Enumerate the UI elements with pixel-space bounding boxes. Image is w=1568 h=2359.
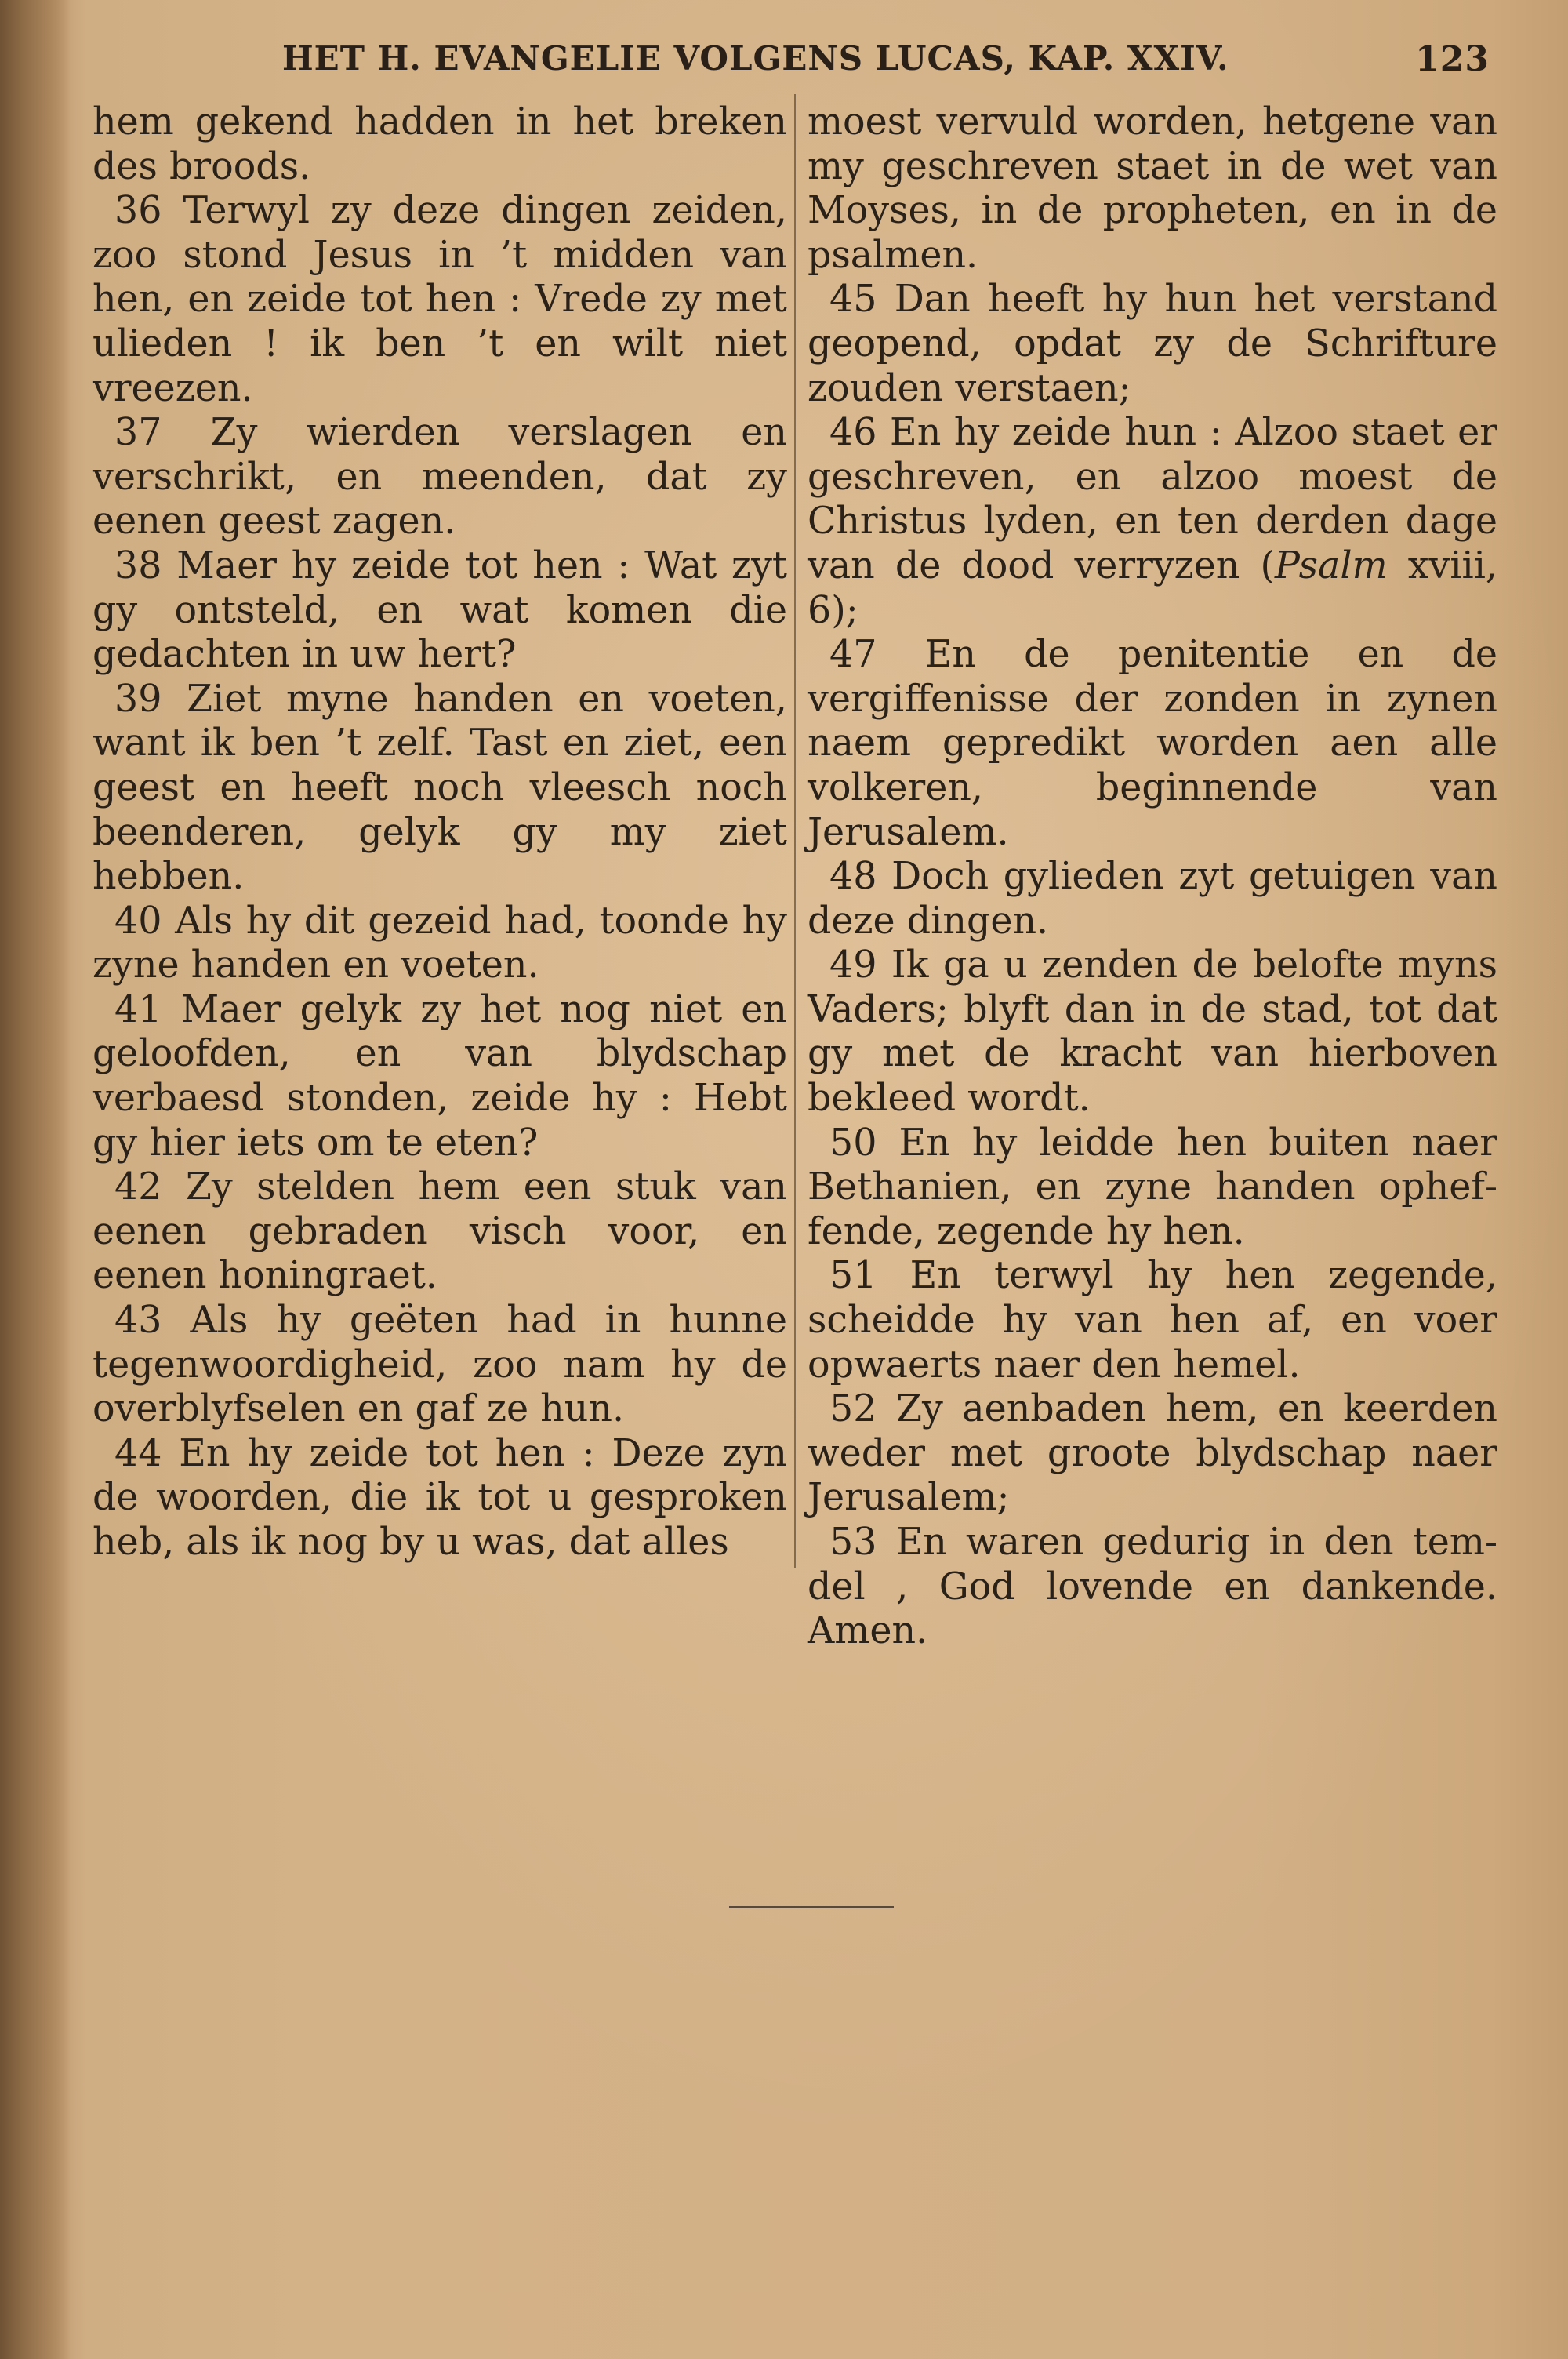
verse-38: 38 Maer hy zeide tot hen : Wat zyt gy ontsteld, en wat komen die gedachten in uw hert?: [93, 543, 787, 677]
verse-47: 47 En de penitentie en de vergiffenisse der zonden in zynen naem gepredikt worden aen alle volkeren, beginnende van Jerusalem.: [808, 633, 1497, 854]
verse-52: 52 Zy aenbaden hem, en keerden weder met groote blydschap naer Jerusalem;: [808, 1387, 1497, 1520]
header-title: HET H. EVANGELIE VOLGENS LUCAS, KAP. XXIV.: [282, 39, 1229, 78]
binding-gutter: [0, 0, 71, 2359]
verse-46-tail: xviii, 6);: [808, 543, 1497, 632]
right-column: [808, 100, 1497, 1654]
verse-39: 39 Ziet myne handen en voeten, want ik ben ’t zelf. Tast en ziet, een geest en heeft noch vleesch noch beenderen, gelyk gy my ziet hebben.: [93, 677, 787, 899]
paragraph: moest vervuld worden, hetgene van my geschreven staet in de wet van Moyses, in de propheten, en in de psalmen.: [808, 100, 1497, 277]
left-column: [93, 100, 787, 1565]
verse-46-text: 46 En hy zeide hun : Alzoo staet er geschreven, en alzoo moest de Christus lyden, en ten derden dage van de dood verryzen (: [808, 411, 1497, 587]
verse-36: 36 Terwyl zy deze dingen zeiden, zoo stond Jesus in ’t midden van hen, en zeide tot hen : Vrede zy met ulieden ! ik ben ’t en wilt niet vreezen.: [93, 189, 787, 410]
verse-41: 41 Maer gelyk zy het nog niet en geloofden, en van blydschap verbaesd stonden, zeide hy : Hebt gy hier iets om te eten?: [93, 987, 787, 1165]
verse-53: 53 En waren gedurig in den temdel , God lovende en dankende. Amen.: [808, 1521, 1497, 1653]
verse-50: 50 En hy leidde hen buiten naer Bethanien, en zyne handen opheffende, zegende hy hen.: [808, 1121, 1497, 1253]
verse-48: 48 Doch gylieden zyt getuigen van deze dingen.: [808, 855, 1497, 943]
column-divider: [794, 94, 796, 1568]
verse-40: 40 Als hy dit gezeid had, toonde hy zyne handen en voeten.: [93, 899, 787, 987]
running-header: [282, 39, 1490, 86]
end-rule: [729, 1906, 894, 1908]
paragraph: hem gekend hadden in het breken des broods.: [93, 100, 787, 188]
verse-46: [808, 411, 1497, 633]
verse-44: 44 En hy zeide tot hen : Deze zyn de woorden, die ik tot u gesproken heb, als ik nog by u was, dat alles: [93, 1431, 787, 1564]
psalm-reference: Psalm: [1275, 543, 1388, 587]
verse-37: 37 Zy wierden verslagen en verschrikt, en meenden, dat zy eenen geest zagen.: [93, 411, 787, 543]
verse-49: 49 Ik ga u zenden de belofte myns Vaders; blyft dan in de stad, tot dat gy met de kracht van hierboven bekleed wordt.: [808, 943, 1497, 1121]
verse-45: 45 Dan heeft hy hun het verstand geopend, opdat zy de Schrifture zouden verstaen;: [808, 278, 1497, 410]
verse-43: 43 Als hy geëten had in hunne tegenwoordigheid, zoo nam hy de overblyfselen en gaf ze hun.: [93, 1299, 787, 1431]
page-number: 123: [1415, 39, 1490, 79]
verse-42: 42 Zy stelden hem een stuk van eenen gebraden visch voor, en eenen honingraet.: [93, 1165, 787, 1298]
verse-51: 51 En terwyl hy hen zegende, scheidde hy van hen af, en voer opwaerts naer den hemel.: [808, 1254, 1497, 1387]
